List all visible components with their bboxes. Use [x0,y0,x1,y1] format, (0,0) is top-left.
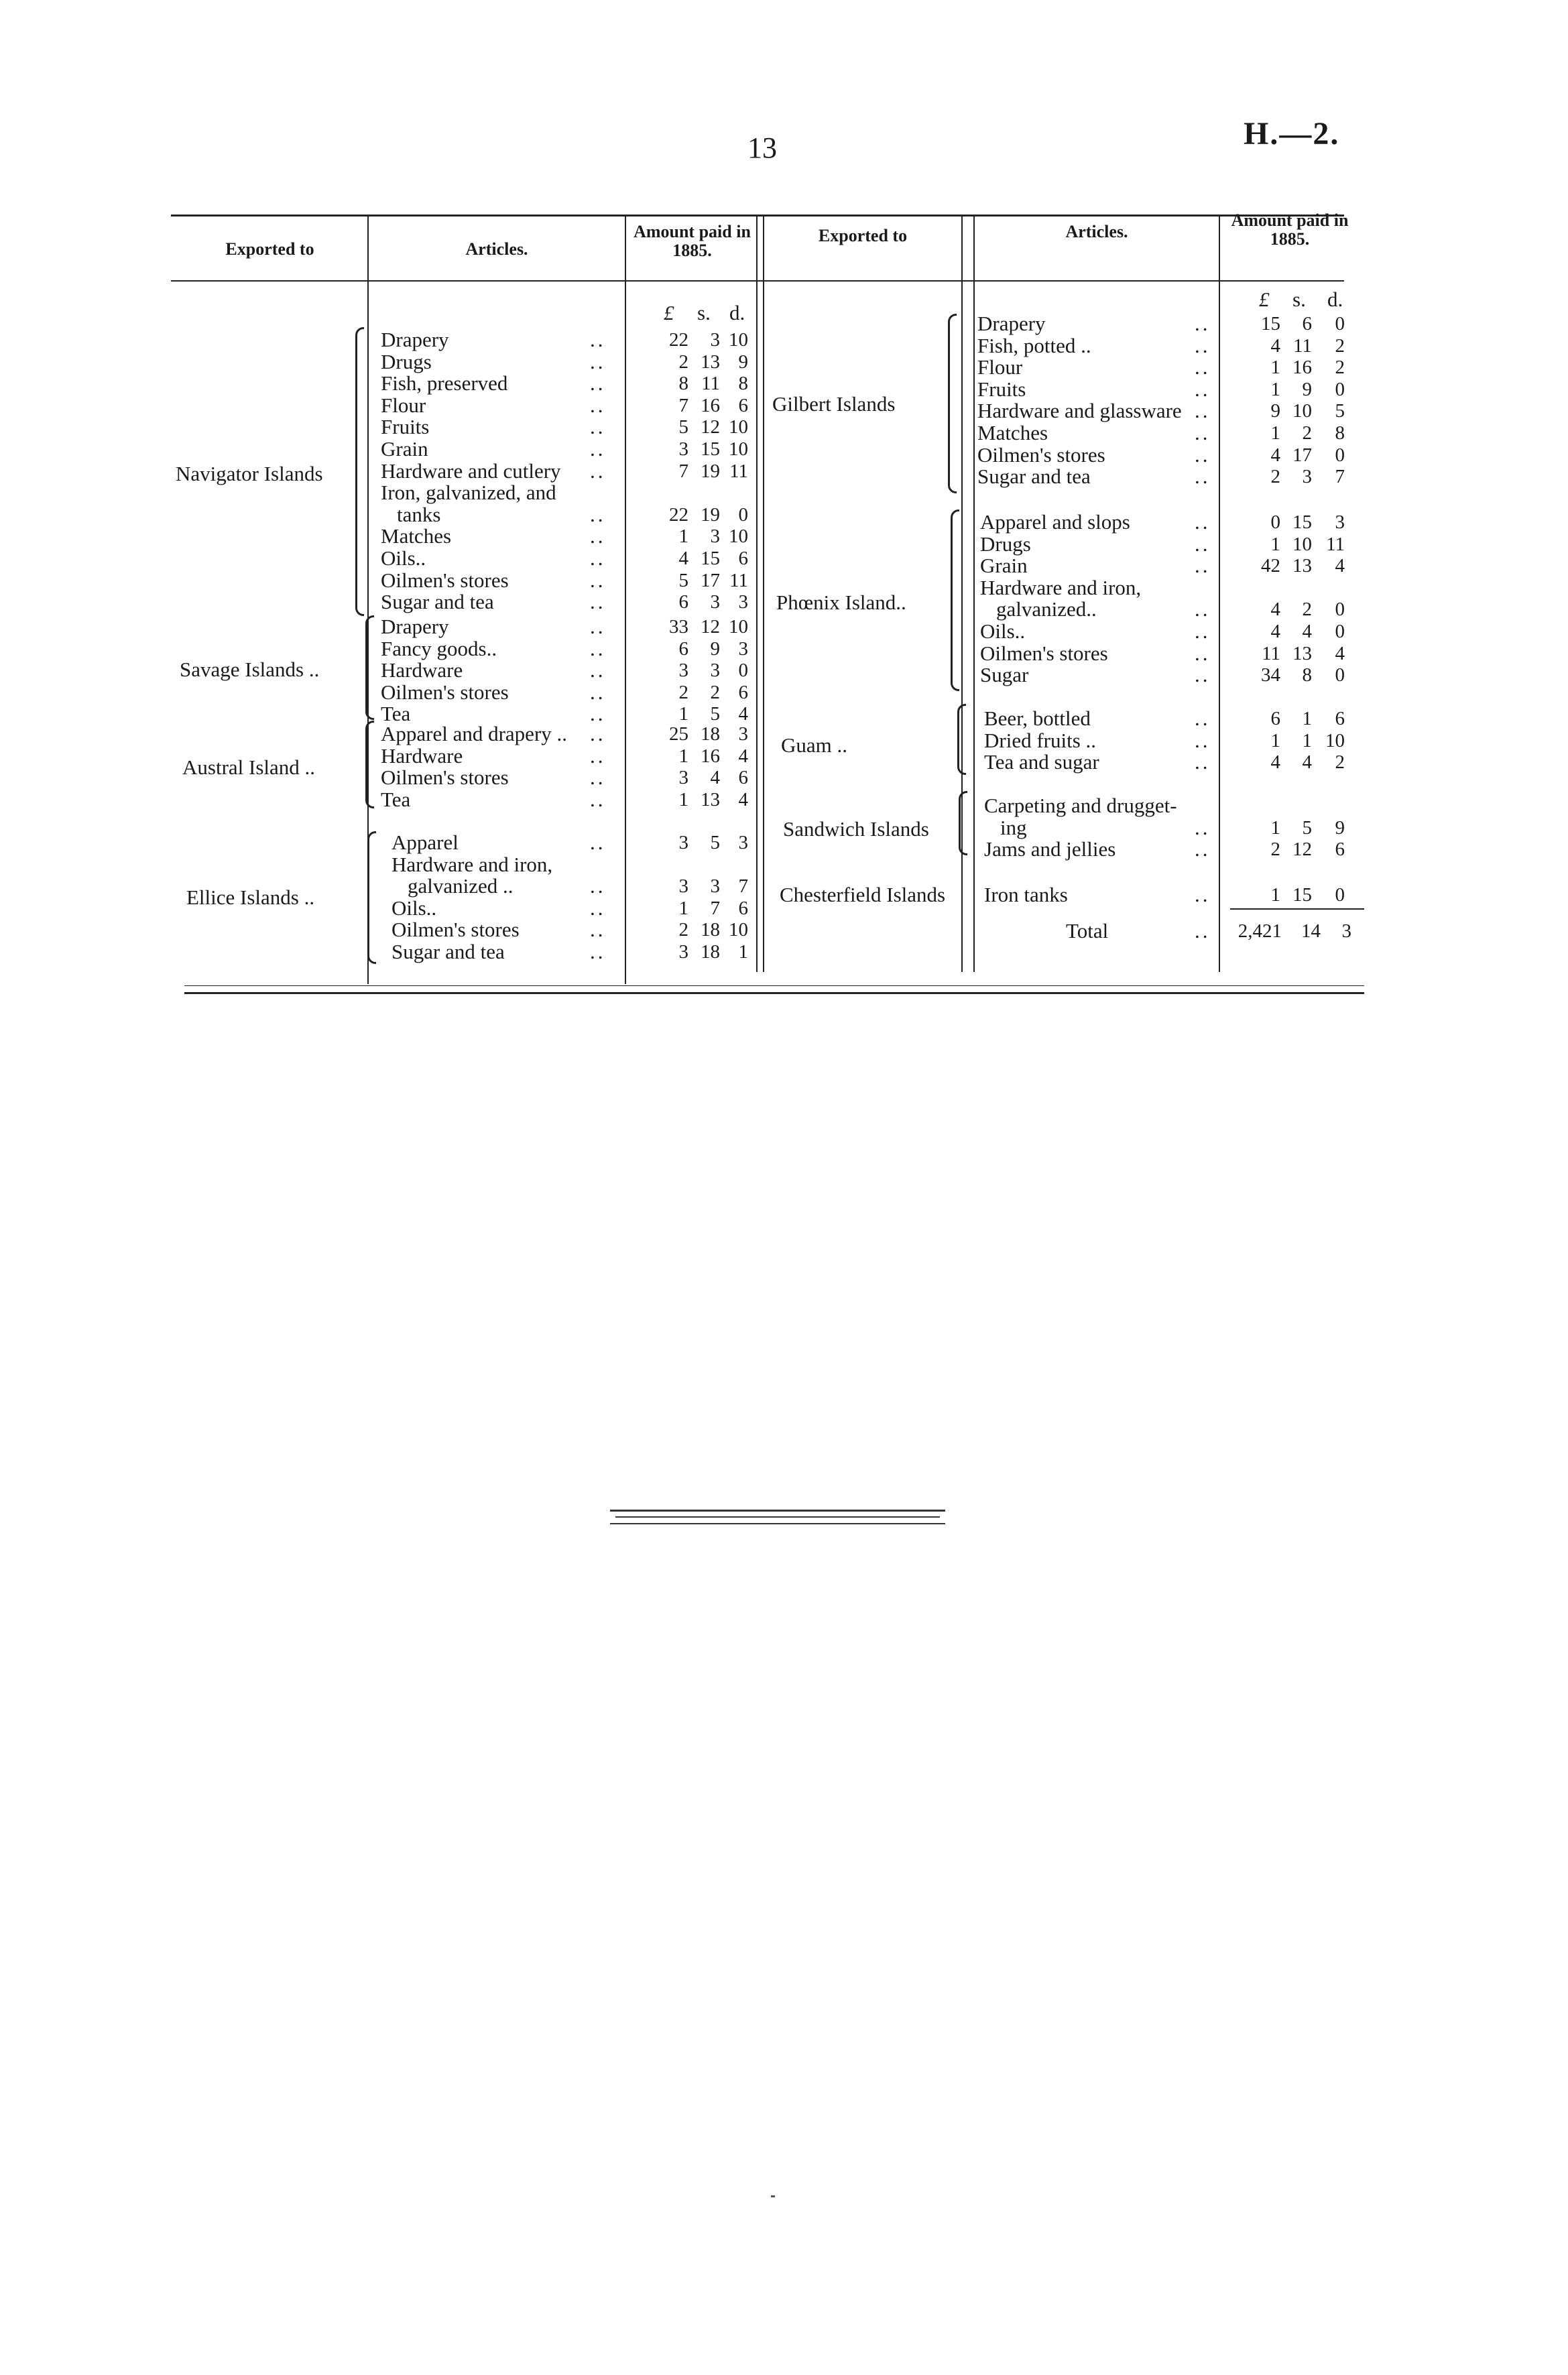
phoenix-row-article: Oilmen's stores [980,641,1108,665]
guam-row-article: Beer, bottled [984,707,1091,730]
phoenix-row-leader-dots: .. [1195,510,1211,534]
navigator-row-pence: 10 [729,438,748,460]
currency-head-s-left: s. [697,301,711,324]
currency-head-l-left: £ [664,301,674,324]
guam-row-shillings: 1 [1302,708,1312,729]
guam-row-pounds: 1 [1270,729,1280,751]
ellice-row-leader-dots: .. [590,831,606,854]
phoenix-row-leader-dots: .. [1195,619,1211,643]
navigator-row-leader-dots: .. [590,437,606,461]
phoenix-row-shillings: 10 [1292,533,1312,555]
navigator-row-leader-dots: .. [590,349,606,373]
sandwich-row-pounds: 1 [1270,816,1280,839]
phoenix-row-shillings: 8 [1302,664,1312,686]
table-header-rule [171,280,1344,282]
col-rule-5 [973,215,975,972]
navigator-row-article: Iron, galvanized, and [381,481,556,505]
gilbert-row-leader-dots: .. [1195,442,1211,467]
gilbert-row-pounds: 1 [1270,357,1280,379]
ellice-row-pence: 1 [738,941,748,963]
navigator-row-pounds: 7 [678,460,688,482]
austral-row-leader-dots: .. [590,766,606,790]
gilbert-row-article: Drapery [977,312,1046,335]
table-bottom-rule [184,992,1364,994]
table-bottom-rule-thin [184,985,1364,986]
col-rule-3a [756,215,758,972]
austral-row-shillings: 18 [701,723,720,745]
savage-row-leader-dots: .. [590,658,606,682]
savage-row-pence: 3 [738,637,748,660]
navigator-row-leader-dots: .. [590,546,606,570]
gilbert-row-pence: 5 [1335,400,1345,422]
total-pounds: 2,421 [1238,920,1282,942]
ellice-row-article: Oils.. [391,896,437,920]
gilbert-row-pence: 0 [1335,313,1345,334]
gilbert-row-leader-dots: .. [1195,421,1211,444]
ellice-row-pence: 10 [729,919,748,941]
page-mark [771,2195,775,2197]
currency-head-d-right: d. [1327,288,1343,311]
gilbert-row-pounds: 1 [1270,422,1280,444]
guam-row-pence: 2 [1335,751,1345,774]
brace-ellice [367,831,376,964]
gilbert-row-leader-dots: .. [1195,465,1211,489]
gilbert-row-pounds: 4 [1270,334,1280,357]
gilbert-row-article: Oilmen's stores [977,442,1105,467]
phoenix-row-pounds: 34 [1261,664,1280,686]
ellice-row-pence: 7 [738,875,748,898]
ellice-row-shillings: 5 [710,832,720,853]
sandwich-row-leader-dots: .. [1195,815,1211,839]
navigator-row-pounds: 7 [678,394,688,416]
group-navigator-islands: Navigator Islands [176,462,323,485]
gilbert-row-leader-dots: .. [1195,355,1211,379]
savage-row-pounds: 33 [669,616,688,637]
brace-guam [957,704,966,775]
navigator-row-shillings: 19 [701,460,720,482]
phoenix-row-leader-dots: .. [1195,554,1211,578]
total-label: Total [1066,919,1109,942]
ellice-row-article: Sugar and tea [391,940,505,963]
savage-row-article: Oilmen's stores [381,680,509,704]
phoenix-row-pounds: 42 [1261,555,1280,577]
phoenix-row-shillings: 4 [1302,621,1312,642]
end-ornament-rule-2 [615,1516,940,1518]
navigator-row-pounds: 1 [678,526,688,548]
ellice-row-leader-dots: .. [590,874,606,898]
austral-row-article: Tea [381,787,411,811]
document-reference: H.—2. [1244,116,1340,151]
phoenix-row-article: Drugs [980,532,1031,556]
ellice-row-pounds: 3 [678,875,688,898]
phoenix-row-pence: 3 [1335,511,1345,533]
total-rule [1230,908,1364,910]
brace-gilbert [948,314,957,493]
gilbert-row-pounds: 4 [1270,444,1280,466]
navigator-row-shillings: 15 [701,438,720,460]
navigator-row-shillings: 17 [701,569,720,591]
navigator-row-pounds: 5 [678,416,688,438]
navigator-row-article: Drapery [381,328,449,351]
chesterfield-row-leader-dots: .. [1195,883,1211,906]
header-amount-left: Amount paid in 1885. [634,222,751,260]
guam-row-shillings: 4 [1302,751,1312,774]
ellice-row-leader-dots: .. [590,896,606,920]
ellice-row-shillings: 3 [710,875,720,898]
navigator-row-article: Hardware and cutlery [381,459,561,483]
phoenix-row-article: Hardware and iron, [980,575,1142,599]
header-exported-to-left: Exported to [225,239,314,259]
col-rule-4 [961,215,963,972]
phoenix-row-article: Oils.. [980,619,1026,643]
phoenix-row-leader-dots: .. [1195,597,1211,621]
phoenix-row-leader-dots: .. [1195,663,1211,687]
savage-row-pounds: 6 [678,637,688,660]
navigator-row-article: Oils.. [381,546,426,570]
gilbert-row-article: Fish, potted .. [977,333,1091,357]
savage-row-article: Tea [381,702,411,726]
gilbert-row-article: Flour [977,355,1023,379]
austral-row-leader-dots: .. [590,743,606,768]
savage-row-shillings: 3 [710,660,720,682]
phoenix-row-shillings: 15 [1292,511,1312,533]
navigator-row-article: Fruits [381,415,430,439]
guam-row-leader-dots: .. [1195,750,1211,774]
phoenix-row-pence: 11 [1326,533,1345,555]
navigator-row-pence: 9 [738,351,748,373]
austral-row-pence: 4 [738,745,748,767]
navigator-row-pounds: 6 [678,591,688,613]
gilbert-row-shillings: 10 [1292,400,1312,422]
phoenix-row-shillings: 13 [1292,555,1312,577]
brace-austral [365,721,374,808]
ellice-row-article: Hardware and iron, [391,852,553,876]
guam-row-shillings: 1 [1302,729,1312,751]
navigator-row-article: Grain [381,437,428,461]
chesterfield-row-pence: 0 [1335,884,1345,906]
navigator-row-pounds: 3 [678,438,688,460]
navigator-row-pounds: 22 [669,329,688,351]
austral-row-article: Hardware [381,743,463,768]
gilbert-row-leader-dots: .. [1195,399,1211,423]
navigator-row-pence: 6 [738,548,748,569]
ellice-row-leader-dots: .. [590,940,606,963]
gilbert-row-article: Sugar and tea [977,465,1091,489]
group-phoenix-island: Phœnix Island.. [776,591,906,614]
navigator-row-leader-dots: .. [590,415,606,439]
navigator-row-leader-dots: .. [590,328,606,351]
austral-row-shillings: 4 [710,767,720,789]
navigator-row-leader-dots: .. [590,590,606,614]
ellice-row-shillings: 18 [701,919,720,941]
ellice-row-pounds: 3 [678,832,688,853]
ellice-row-article: Oilmen's stores [391,918,520,942]
savage-row-leader-dots: .. [590,702,606,726]
page-number: 13 [747,131,777,164]
navigator-row-pounds: 8 [678,373,688,395]
gilbert-row-shillings: 9 [1302,378,1312,400]
ellice-row-pounds: 1 [678,897,688,919]
gilbert-row-shillings: 16 [1292,357,1312,379]
col-rule-2 [625,215,626,984]
savage-row-pence: 0 [738,660,748,682]
sandwich-row-article: Jams and jellies [984,837,1116,861]
navigator-row-article: Oilmen's stores [381,568,509,592]
end-ornament-rule-1 [610,1510,945,1512]
end-ornament-rule-3 [610,1523,945,1524]
austral-row-pounds: 3 [678,767,688,789]
sandwich-row-leader-dots: .. [1195,837,1211,861]
savage-row-leader-dots: .. [590,615,606,638]
navigator-row-leader-dots: .. [590,502,606,526]
savage-row-article: Fancy goods.. [381,636,497,660]
ellice-row-pounds: 3 [678,941,688,963]
navigator-row-pounds: 2 [678,351,688,373]
group-savage-islands: Savage Islands .. [180,658,320,681]
phoenix-row-article-cont: galvanized.. [996,597,1097,621]
total-pence: 3 [1341,920,1351,942]
gilbert-row-leader-dots: .. [1195,377,1211,401]
gilbert-row-pounds: 2 [1270,466,1280,488]
guam-row-pounds: 4 [1270,751,1280,774]
austral-row-pence: 4 [738,788,748,810]
chesterfield-row-shillings: 15 [1292,884,1312,906]
sandwich-row-article-cont: ing [1000,815,1027,839]
total-shillings: 14 [1301,920,1321,942]
gilbert-row-shillings: 6 [1302,313,1312,334]
savage-row-leader-dots: .. [590,680,606,704]
guam-row-leader-dots: .. [1195,728,1211,752]
phoenix-row-pence: 4 [1335,642,1345,664]
gilbert-row-pence: 0 [1335,444,1345,466]
currency-head-d-left: d. [729,301,745,324]
gilbert-row-leader-dots: .. [1195,333,1211,357]
austral-row-article: Oilmen's stores [381,766,509,790]
navigator-row-pounds: 22 [669,503,688,526]
navigator-row-shillings: 19 [701,503,720,526]
navigator-row-article: Flour [381,393,426,417]
gilbert-row-shillings: 11 [1293,334,1312,357]
savage-row-pence: 6 [738,681,748,703]
gilbert-row-pence: 2 [1335,334,1345,357]
navigator-row-pence: 11 [729,569,748,591]
col-rule-3b [763,215,764,972]
group-austral-island: Austral Island .. [182,755,316,779]
navigator-row-article: Drugs [381,349,432,373]
savage-row-pence: 4 [738,703,748,725]
group-sandwich-islands: Sandwich Islands [783,817,929,841]
phoenix-row-article: Apparel and slops [980,510,1130,534]
austral-row-leader-dots: .. [590,722,606,745]
gilbert-row-pence: 0 [1335,378,1345,400]
savage-row-article: Hardware [381,658,463,682]
sandwich-row-shillings: 12 [1292,839,1312,861]
navigator-row-pounds: 4 [678,548,688,569]
sandwich-row-pounds: 2 [1270,839,1280,861]
header-exported-to-right: Exported to [818,226,908,245]
sandwich-row-pence: 9 [1335,816,1345,839]
phoenix-row-pounds: 11 [1262,642,1280,664]
gilbert-row-pounds: 9 [1270,400,1280,422]
gilbert-row-leader-dots: .. [1195,312,1211,335]
gilbert-row-shillings: 3 [1302,466,1312,488]
austral-row-pounds: 25 [669,723,688,745]
gilbert-row-article: Matches [977,421,1048,444]
savage-row-shillings: 9 [710,637,720,660]
gilbert-row-shillings: 17 [1292,444,1312,466]
phoenix-row-pence: 0 [1335,621,1345,642]
savage-row-shillings: 12 [701,616,720,637]
austral-row-shillings: 16 [701,745,720,767]
guam-row-pence: 10 [1325,729,1345,751]
navigator-row-pence: 10 [729,329,748,351]
austral-row-article: Apparel and drapery .. [381,722,568,745]
guam-row-pence: 6 [1335,708,1345,729]
navigator-row-article-cont: tanks [397,502,441,526]
header-articles-left: Articles. [465,239,528,259]
savage-row-leader-dots: .. [590,636,606,660]
navigator-row-pence: 8 [738,373,748,395]
phoenix-row-pence: 0 [1335,599,1345,621]
phoenix-row-leader-dots: .. [1195,532,1211,556]
chesterfield-row-pounds: 1 [1270,884,1280,906]
currency-head-l-right: £ [1259,288,1270,311]
savage-row-shillings: 2 [710,681,720,703]
guam-row-article: Tea and sugar [984,750,1099,774]
total-leader-dots: .. [1195,919,1211,942]
navigator-row-shillings: 16 [701,394,720,416]
group-guam: Guam .. [781,733,848,757]
gilbert-row-pence: 2 [1335,357,1345,379]
navigator-row-leader-dots: .. [590,568,606,592]
austral-row-pounds: 1 [678,788,688,810]
navigator-row-shillings: 13 [701,351,720,373]
group-ellice-islands: Ellice Islands .. [186,886,315,909]
col-rule-6 [1219,215,1220,972]
savage-row-pounds: 1 [678,703,688,725]
austral-row-pence: 6 [738,767,748,789]
guam-row-article: Dried fruits .. [984,728,1097,752]
sandwich-row-shillings: 5 [1302,816,1312,839]
gilbert-row-article: Fruits [977,377,1026,401]
austral-row-pounds: 1 [678,745,688,767]
navigator-row-article: Matches [381,524,452,548]
ellice-row-pence: 6 [738,897,748,919]
guam-row-pounds: 6 [1270,708,1280,729]
header-articles-right: Articles. [1065,222,1128,241]
ellice-row-pounds: 2 [678,919,688,941]
navigator-row-leader-dots: .. [590,524,606,548]
savage-row-shillings: 5 [710,703,720,725]
navigator-row-pence: 10 [729,416,748,438]
austral-row-leader-dots: .. [590,787,606,811]
navigator-row-pence: 3 [738,591,748,613]
guam-row-leader-dots: .. [1195,707,1211,730]
ellice-row-article-cont: galvanized .. [408,874,514,898]
navigator-row-leader-dots: .. [590,371,606,395]
phoenix-row-shillings: 2 [1302,599,1312,621]
navigator-row-shillings: 3 [710,329,720,351]
group-gilbert-islands: Gilbert Islands [772,392,896,416]
ellice-row-pence: 3 [738,832,748,853]
gilbert-row-pounds: 1 [1270,378,1280,400]
phoenix-row-pounds: 4 [1270,599,1280,621]
phoenix-row-article: Sugar [980,663,1029,687]
phoenix-row-pence: 4 [1335,555,1345,577]
phoenix-row-pounds: 4 [1270,621,1280,642]
currency-head-s-right: s. [1292,288,1306,311]
phoenix-row-pence: 0 [1335,664,1345,686]
austral-row-pence: 3 [738,723,748,745]
gilbert-row-article: Hardware and glassware [977,399,1182,423]
navigator-row-shillings: 3 [710,591,720,613]
savage-row-pounds: 3 [678,660,688,682]
navigator-row-pence: 6 [738,394,748,416]
ellice-row-article: Apparel [391,831,459,854]
gilbert-row-shillings: 2 [1302,422,1312,444]
navigator-row-leader-dots: .. [590,459,606,483]
navigator-row-leader-dots: .. [590,393,606,417]
navigator-row-pence: 11 [729,460,748,482]
chesterfield-row-article: Iron tanks [984,883,1068,906]
brace-sandwich [959,791,967,855]
table-top-rule [171,215,1344,217]
phoenix-row-shillings: 13 [1292,642,1312,664]
group-chesterfield-islands: Chesterfield Islands [780,883,946,906]
navigator-row-pounds: 5 [678,569,688,591]
sandwich-row-pence: 6 [1335,839,1345,861]
navigator-row-shillings: 12 [701,416,720,438]
navigator-row-shillings: 15 [701,548,720,569]
gilbert-row-pence: 8 [1335,422,1345,444]
navigator-row-article: Sugar and tea [381,590,494,614]
gilbert-row-pence: 7 [1335,466,1345,488]
ellice-row-shillings: 18 [701,941,720,963]
navigator-row-shillings: 11 [701,373,720,395]
brace-phoenix [951,509,959,691]
gilbert-row-pounds: 15 [1261,313,1280,334]
header-amount-right: Amount paid in 1885. [1231,210,1349,249]
ellice-row-shillings: 7 [710,897,720,919]
ellice-row-leader-dots: .. [590,918,606,942]
phoenix-row-leader-dots: .. [1195,641,1211,665]
sandwich-row-article: Carpeting and drugget- [984,794,1177,817]
navigator-row-pence: 10 [729,526,748,548]
savage-row-pence: 10 [729,616,748,637]
phoenix-row-article: Grain [980,554,1028,578]
navigator-row-article: Fish, preserved [381,371,508,395]
brace-navigator [355,327,364,616]
navigator-row-pence: 0 [738,503,748,526]
brace-savage [365,615,374,720]
phoenix-row-pounds: 1 [1270,533,1280,555]
austral-row-shillings: 13 [701,788,720,810]
savage-row-article: Drapery [381,615,449,638]
phoenix-row-pounds: 0 [1270,511,1280,533]
navigator-row-shillings: 3 [710,526,720,548]
savage-row-pounds: 2 [678,681,688,703]
